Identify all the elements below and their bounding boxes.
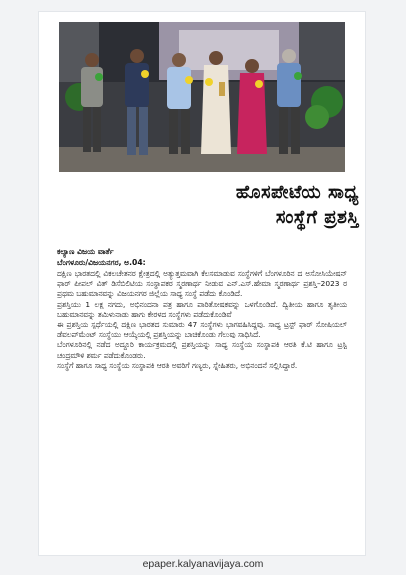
news-source: ಕಲ್ಯಾಣ ವಿಜಯ ವಾರ್ತೆ [57,247,114,256]
article-body [57,269,347,371]
headline-line-1: ಹೊಸಪೇಟೆಯ ಸಾಧ್ಯ [235,182,359,203]
paragraph: ಈ ಪ್ರಶಸ್ತಿಯ ಸ್ಪರ್ಧೆಯಲ್ಲಿ ದಕ್ಷಿಣ ಭಾರತದ ಸುಮಾರು 47 ಸಂಸ್ಥೆಗಳು ಭಾಗವಹಿಸಿದ್ದವು. ಸಾಧ್ಯ ಟ್ರಸ್ಟ್ ಫಾರ್ ಸೋಷಿಯಲ್ ಡೆವಲಪ್‌ಮೆಂಟ್ ಸಂಸ್ಥೆಯು ಆಯ್ಕೆಯಲ್ಲಿ ಪ್ರಶಸ್ತಿಯನ್ನು ಬಾಚಿಕೊಂಡು ಗೆಲುವು ಸಾಧಿಸಿದೆ. [57,320,347,340]
headline-line-2: ಸಂಸ್ಥೆಗೆ ಪ್ರಶಸ್ತಿ [275,207,359,228]
award-ceremony-photo [59,22,345,172]
news-clipping [39,12,365,555]
award-photo-illustration [59,22,345,172]
paragraph: ಸಂಸ್ಥೆಗೆ ಹಾಗೂ ಸಾಧ್ಯ ಸಂಸ್ಥೆಯ ಸಂಸ್ಥಾಪಕಿ ಆರತಿ ಅವರಿಗೆ ಗಣ್ಯರು, ಸ್ನೇಹಿತರು, ಅಭಿನಂದನೆ ಸಲ್ಲಿಸಿದ್ದಾರೆ. [57,360,298,370]
headline [53,180,359,230]
dateline: ಬೆಂಗಳೂರು/ವಿಜಯನಗರ, ಅ.04: [57,257,146,267]
paragraph: ಬೆಂಗಳೂರಿನಲ್ಲಿ ನಡೆದ ಅದ್ದೂರಿ ಕಾರ್ಯಕ್ರಮದಲ್ಲಿ ಪ್ರಶಸ್ತಿಯನ್ನು ಸಾಧ್ಯ ಸಂಸ್ಥೆಯ ಸಂಸ್ಥಾಪಕಿ ಆರತಿ ಕೆ.ಟಿ ಹಾಗೂ ಟ್ರಸ್ಟಿ ಚಂದ್ರಮೌಳಿ ಶರ್ಮ ಪಡೆದುಕೊಂಡರು. [57,340,347,360]
paragraph: ಪ್ರಶಸ್ತಿಯು 1 ಲಕ್ಷ ನಗದು, ಅಭಿನಂದನಾ ಪತ್ರ ಹಾಗೂ ಪಾರಿತೋಷಕವನ್ನು ಒಳಗೊಂಡಿದೆ. ದ್ವಿತೀಯ ಹಾಗೂ ತೃತೀಯ ಬಹುಮಾನವನ್ನು ತಮಿಳುನಾಡು ಹಾಗು ಕೇರಳದ ಸಂಸ್ಥೆಗಳು ಪಡೆದುಕೊಂಡಿವೆ [57,299,347,319]
epaper-url[interactable]: epaper.kalyanavijaya.com [142,558,264,570]
byline [57,247,347,268]
paragraph: ದಕ್ಷಿಣ ಭಾರತದಲ್ಲಿ ವಿಕಲಚೇತನರ ಕ್ಷೇತ್ರದಲ್ಲಿ ಅತ್ಯುತ್ತಮವಾಗಿ ಕೆಲಸಮಾಡುವ ಸಂಸ್ಥೆಗಳಿಗೆ ಬೆಂಗಳೂರಿನ ದ ಅಸೋಸಿಯೇಷನ್ ಫಾರ್ ಪೀಪಲ್ ವಿತ್ ಡಿಸೆಬಿಲಿಟಿಯ ಸಂಸ್ಥಾಪಕರ ಸ್ಮರಣಾರ್ಥ ನೀಡುವ ಎನ್.ಎಸ್.ಹೇಮಾ ಸ್ಮರಣಾರ್ಥ ಪ್ರಶಸ್ತಿ–2023 ರ ಪ್ರಥಮ ಬಹುಮಾನವನ್ನು ವಿಜಯನಗರ ಜಿಲ್ಲೆಯ ಸಾಧ್ಯ ಸಂಸ್ಥೆ ಪಡೆದು ಕೊಂಡಿದೆ. [57,269,347,299]
